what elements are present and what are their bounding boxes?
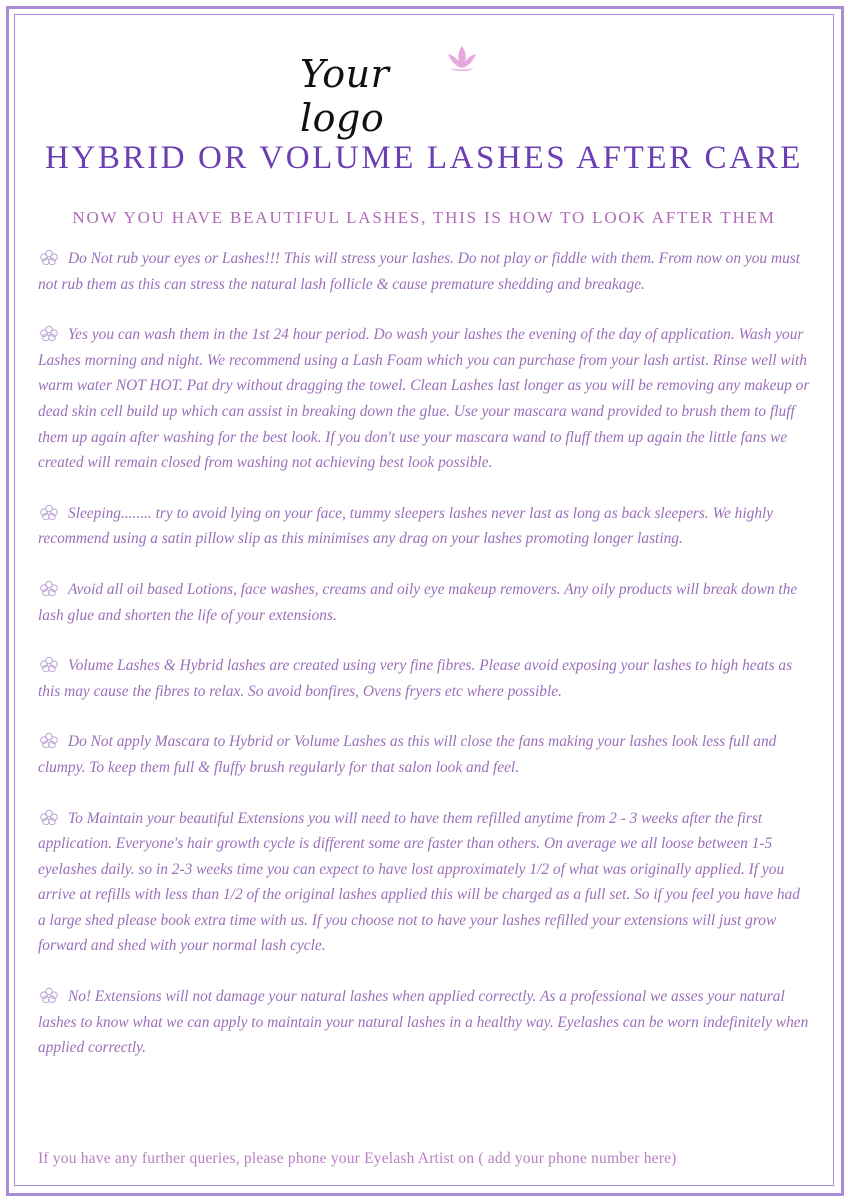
flower-bullet-icon bbox=[38, 325, 60, 341]
instruction-text: Do Not apply Mascara to Hybrid or Volume Lashes as this will close the fans making your lashes look less full and clumpy. To keep them full & fluffy brush regularly for that salon look and feel. bbox=[38, 733, 777, 776]
instruction-paragraph bbox=[38, 322, 810, 476]
instruction-text: Do Not rub your eyes or Lashes!!! This will stress your lashes. Do not play or fiddle with them. From now on you must not rub them as this can stress the natural lash follicle & cause premature shedding and breakage. bbox=[38, 250, 801, 293]
flower-bullet-icon bbox=[38, 504, 60, 520]
flower-bullet-icon bbox=[38, 732, 60, 748]
logo-text: Your logo bbox=[300, 52, 390, 140]
flower-bullet-icon bbox=[38, 987, 60, 1003]
flower-bullet-icon bbox=[38, 809, 60, 825]
instruction-text: Sleeping........ try to avoid lying on your face, tummy sleepers lashes never last as long as back sleepers. We highly recommend using a satin pillow slip as this minimises any drag on your lashes promoting longer lasting. bbox=[38, 504, 774, 548]
instruction-paragraph bbox=[38, 729, 810, 780]
instruction-text: To Maintain your beautiful Extensions you will need to have them refilled anytime from 2 - 3 weeks after the first application. Everyone's hair growth cycle is different some are faster than others. On average we all loose between 1-5 eyelashes daily. so in 2-3 weeks time you can expect to have lost approximately 1/2 of what was originally applied. If you arrive at refills with less than 1/2 of the original lashes applied this will be charged as a full set. So if you feel you have had a large shed please book extra time with us. If you choose not to have your lashes refilled your extensions will just grow forward and shed with your normal lash cycle. bbox=[38, 809, 800, 955]
care-instructions bbox=[38, 246, 810, 1086]
flower-bullet-icon bbox=[38, 580, 60, 596]
instruction-text: Avoid all oil based Lotions, face washes, creams and oily eye makeup removers. Any oily products will break down the lash glue and shorten the life of your extensions. bbox=[38, 580, 798, 624]
flower-bullet-icon bbox=[38, 656, 60, 672]
instruction-paragraph bbox=[38, 984, 810, 1061]
instruction-paragraph bbox=[38, 653, 810, 704]
page-subtitle: NOW YOU HAVE BEAUTIFUL LASHES, THIS IS HOW TO LOOK AFTER THEM bbox=[72, 208, 776, 227]
footer-contact-note: If you have any further queries, please phone your Eyelash Artist on ( add your phone number here) bbox=[38, 1150, 677, 1167]
instruction-paragraph bbox=[38, 577, 810, 628]
instruction-text: Yes you can wash them in the 1st 24 hour period. Do wash your lashes the evening of the day of application. Wash your Lashes morning and night. We recommend using a Lash Foam which you can purchase from your lash artist. Rinse well with warm water NOT HOT. Pat dry without dragging the towel. Clean Lashes last longer as you will be removing any makeup or dead skin cell build up which can assist in breaking down the glue. Use your mascara wand provided to brush them to fluff them up again after washing for the best look. If you don't use your mascara wand to fluff them up again the little fans we created will remain closed from washing not achieving best look possible. bbox=[38, 326, 810, 472]
instruction-text: No! Extensions will not damage your natural lashes when applied correctly. As a professional we asses your natural lashes to know what we can apply to maintain your natural lashes in a healthy way. Eyelashes can be worn indefinitely when applied correctly. bbox=[38, 988, 809, 1057]
flower-bullet-icon bbox=[38, 249, 60, 265]
instruction-text: Volume Lashes & Hybrid lashes are created using very fine fibres. Please avoid exposing your lashes to high heats as this may cause the fibres to relax. So avoid bonfires, Ovens fryers etc where possible. bbox=[38, 657, 793, 700]
lotus-icon bbox=[444, 44, 480, 74]
page-title: HYBRID OR VOLUME LASHES AFTER CARE bbox=[45, 140, 803, 176]
instruction-paragraph bbox=[38, 246, 810, 297]
instruction-paragraph bbox=[38, 806, 810, 960]
instruction-paragraph bbox=[38, 501, 810, 552]
